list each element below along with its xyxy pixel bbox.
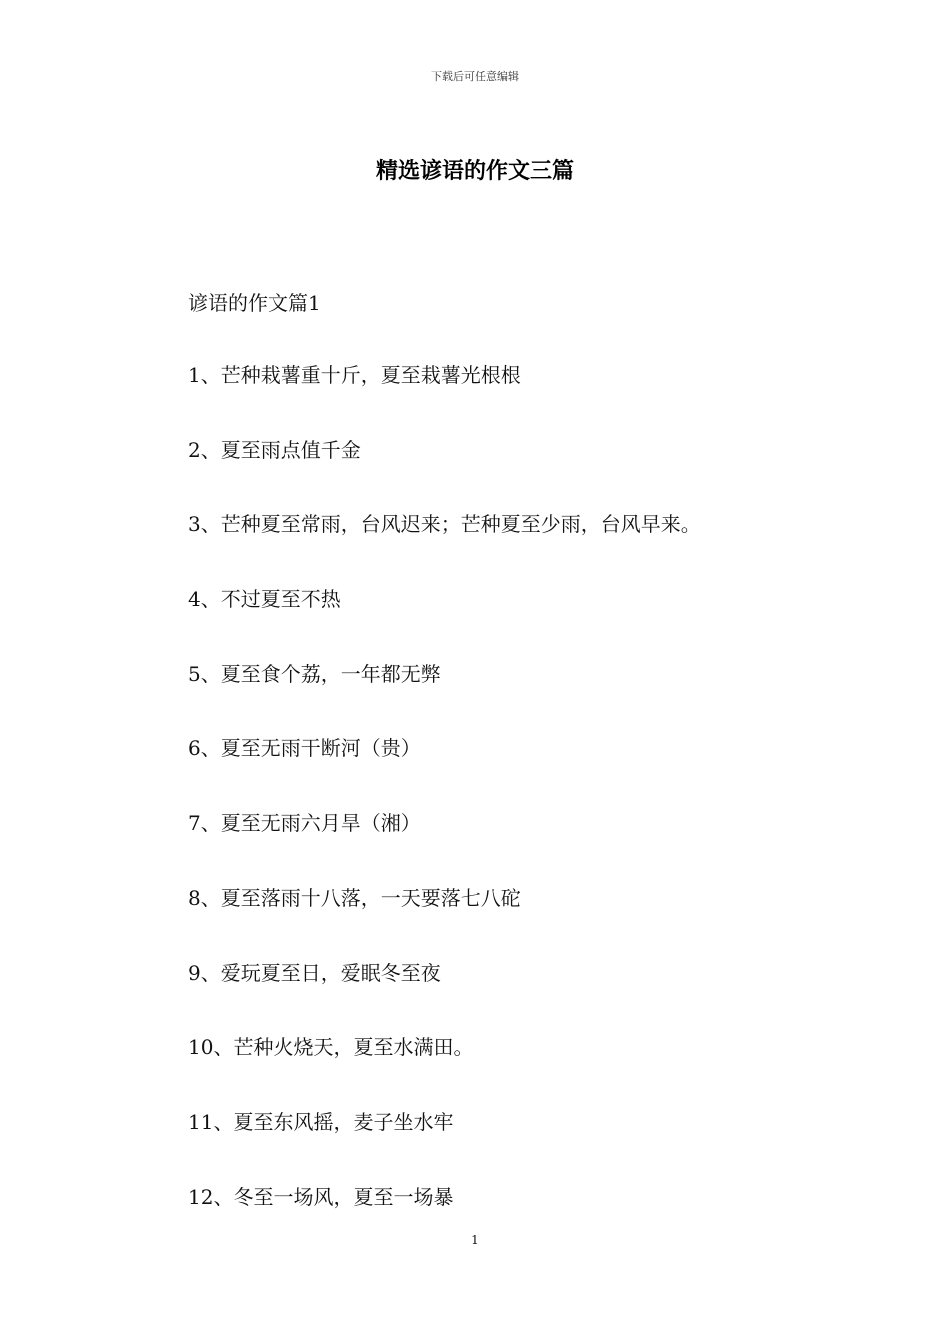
section-heading: 谚语的作文篇1 — [188, 291, 321, 315]
list-item: 5、夏至食个荔，一年都无弊 — [188, 661, 441, 686]
list-item: 12、冬至一场风，夏至一场暴 — [188, 1184, 454, 1209]
list-item: 9、爱玩夏至日，爱眠冬至夜 — [188, 960, 441, 985]
header-note: 下载后可任意编辑 — [431, 70, 519, 83]
list-item: 4、不过夏至不热 — [188, 587, 341, 612]
proverb-list — [188, 361, 888, 1257]
list-item: 3、芒种夏至常雨，台风迟来；芒种夏至少雨，台风早来。 — [188, 512, 701, 537]
list-item: 10、芒种火烧天，夏至水满田。 — [188, 1035, 474, 1060]
page-number: 1 — [471, 1233, 479, 1247]
list-item: 1、芒种栽薯重十斤，夏至栽薯光根根 — [188, 363, 521, 387]
document-title: 精选谚语的作文三篇 — [375, 159, 574, 184]
list-item: 11、夏至东风摇，麦子坐水牢 — [188, 1109, 454, 1134]
list-item: 6、夏至无雨干断河（贵） — [188, 736, 421, 761]
list-item: 7、夏至无雨六月旱（湘） — [188, 811, 421, 836]
list-item: 8、夏至落雨十八落，一天要落七八砣 — [188, 885, 521, 910]
list-item: 2、夏至雨点值千金 — [188, 437, 361, 462]
